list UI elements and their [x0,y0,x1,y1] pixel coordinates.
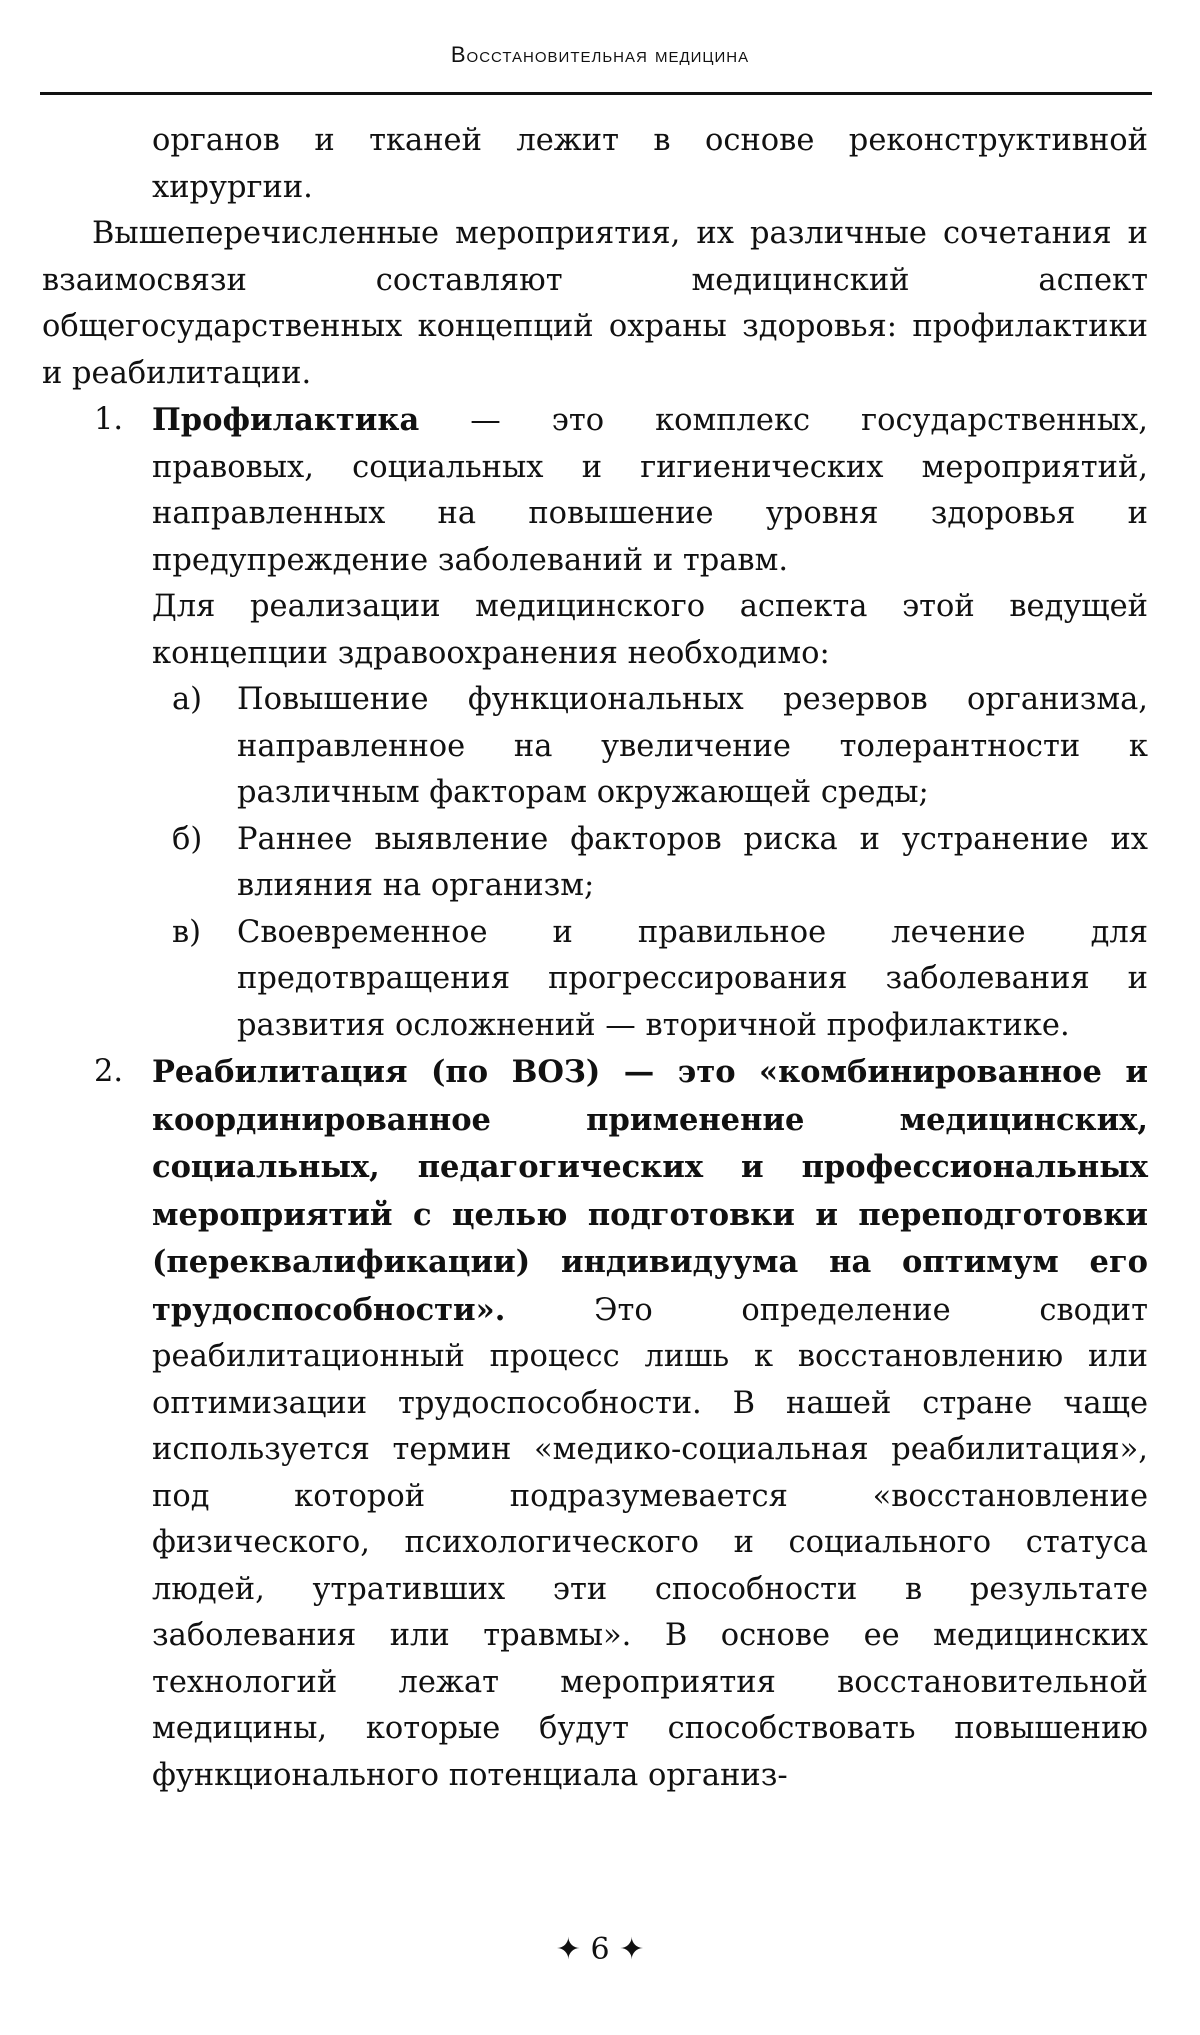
lead-in-paragraph: Для реализации медицинского аспекта этой ведущей концепции здравоохранения необходимо: [152,589,1148,671]
list-number: 2. [94,1054,124,1089]
page-body [42,118,1148,1799]
sub-list-text: Раннее выявление факторов риска и устранение их влияния на организм; [237,821,1148,903]
sub-list-text: Повышение функциональных резервов организма, направленное на увеличение толерантности к различным факторам окружающей среды; [237,682,1148,810]
bold-definition: Реабилитация (по ВОЗ) — это «комбинированное и координированное применение медицинских, социальных, педагогических и профессиональных мероприятий с целью подготовки и переподготовки (переквалификации) индивидуума на оптимум его трудоспособности». [152,1054,1148,1328]
definition-text: — это комплекс государственных, правовых, социальных и гигиенических мероприятий, направленных на повышение уровня здоровья и предупреждение заболеваний и травм. [152,403,1148,578]
running-head: Восстановительная медицина [450,42,750,67]
term: Профилактика [152,402,420,438]
sub-list-item [42,817,1148,910]
list-item-prophylaxis [42,397,1148,584]
sub-list-item [42,677,1148,817]
definition-text: Это определение сводит реабилитационный процесс лишь к восстановлению или оптимизации трудоспособности. В нашей стране чаще используется термин «медико-социальная реабилитация», под которой подразумевается «восстановление физического, психологического и социального статуса людей, утративших эти способности в результате заболевания или травмы». В основе ее медицинских технологий лежат мероприятия восстановительной медицины, которые будут способствовать повышению функционального потенциала организ- [152,1292,1148,1793]
list-item-rehabilitation [42,1049,1148,1799]
definition-paragraph [152,397,1148,584]
paragraph: Вышеперечисленные мероприятия, их различные сочетания и взаимосвязи составляют медицинский аспект общегосударственных концепций охраны здоровья: профилактики и реабилитации. [42,216,1148,391]
sub-list-letter: б) [172,821,203,857]
sub-list-letter: в) [172,914,202,950]
list-number: 1. [94,402,124,437]
header-rule [40,92,1152,95]
page-number: ✦ 6 ✦ [555,1932,645,1967]
sub-list-text: Своевременное и правильное лечение для предотвращения прогрессирования заболевания и развития осложнений — вторичной профилактике. [237,914,1148,1043]
continuation-text: органов и тканей лежит в основе реконструктивной хирургии. [152,123,1148,205]
sub-list-item [42,910,1148,1050]
sub-list-letter: а) [172,682,203,717]
definition-paragraph [152,1049,1148,1799]
